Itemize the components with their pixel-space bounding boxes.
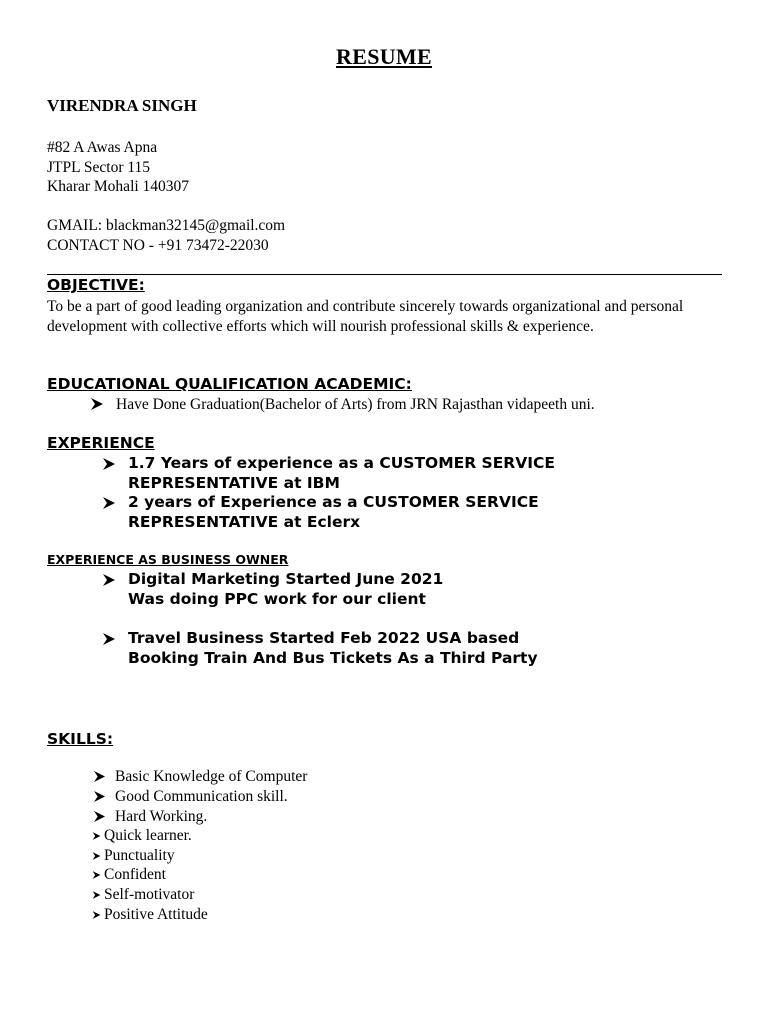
experience-item-1-line-2: REPRESENTATIVE at IBM	[128, 474, 340, 492]
arrowhead-bullet-icon	[92, 891, 101, 899]
objective-text: To be a part of good leading organization and contribute sincerely towards organizational and personal development with collective efforts which will nourish professional skills & experience.	[47, 298, 684, 335]
arrowhead-bullet-icon	[93, 791, 106, 802]
skill-item: Quick learner.	[104, 827, 192, 844]
document-title: RESUME	[336, 44, 432, 69]
arrowhead-bullet-icon	[93, 811, 106, 822]
skill-item: Confident	[104, 866, 166, 883]
section-divider	[47, 274, 722, 275]
arrowhead-bullet-icon	[102, 497, 116, 509]
arrowhead-bullet-icon	[92, 911, 101, 919]
arrowhead-bullet-icon	[92, 871, 101, 879]
arrowhead-bullet-icon	[102, 633, 116, 645]
business-item-1-line-2: Was doing PPC work for our client	[128, 590, 426, 608]
email-line: GMAIL: blackman32145@gmail.com	[47, 217, 286, 234]
arrowhead-bullet-icon	[92, 832, 101, 840]
skill-item: Self-motivator	[104, 886, 195, 903]
business-item-2-line-1: Travel Business Started Feb 2022 USA based	[128, 629, 520, 647]
experience-item-2-line-2: REPRESENTATIVE at Eclerx	[128, 513, 361, 531]
arrowhead-bullet-icon	[92, 852, 101, 860]
arrowhead-bullet-icon	[102, 574, 116, 586]
business-item-1-line-1: Digital Marketing Started June 2021	[128, 570, 444, 588]
business-heading: EXPERIENCE AS BUSINESS OWNER	[47, 552, 289, 567]
skill-item: Hard Working.	[115, 808, 208, 825]
skill-item: Good Communication skill.	[115, 788, 288, 805]
business-item-2-line-2: Booking Train And Bus Tickets As a Third Party	[128, 649, 538, 667]
candidate-name: VIRENDRA SINGH	[47, 96, 197, 115]
address-line-2: JTPL Sector 115	[47, 159, 151, 176]
arrowhead-bullet-icon	[90, 398, 104, 410]
education-heading: EDUCATIONAL QUALIFICATION ACADEMIC:	[47, 375, 412, 393]
objective-heading: OBJECTIVE:	[47, 276, 145, 294]
arrowhead-bullet-icon	[102, 458, 116, 470]
experience-item-2-line-1: 2 years of Experience as a CUSTOMER SERVICE	[128, 493, 539, 511]
address-line-1: #82 A Awas Apna	[47, 139, 158, 156]
experience-heading: EXPERIENCE	[47, 434, 155, 452]
arrowhead-bullet-icon	[93, 771, 106, 782]
experience-item-1-line-1: 1.7 Years of experience as a CUSTOMER SERVICE	[128, 454, 555, 472]
skill-item: Positive Attitude	[104, 906, 208, 923]
address-line-3: Kharar Mohali 140307	[47, 178, 190, 195]
skill-item: Punctuality	[104, 847, 175, 864]
education-item: Have Done Graduation(Bachelor of Arts) from JRN Rajasthan vidapeeth uni.	[116, 396, 595, 413]
skills-heading: SKILLS:	[47, 730, 114, 748]
skill-item: Basic Knowledge of Computer	[115, 768, 308, 785]
phone-line: CONTACT NO - +91 73472-22030	[47, 237, 269, 254]
